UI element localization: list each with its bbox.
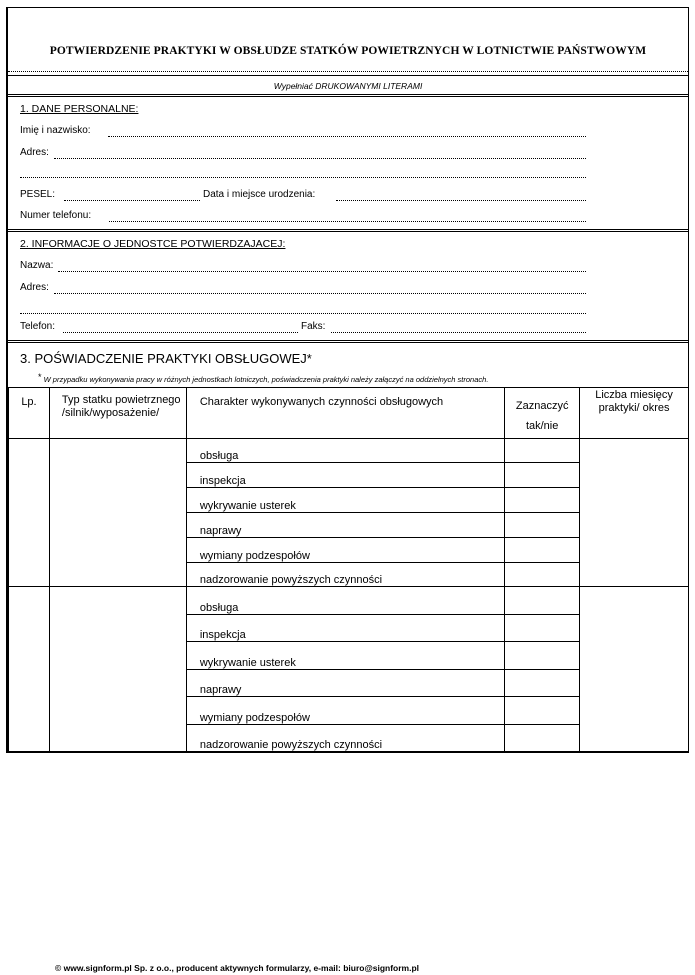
activity-cell: obsługa [186, 587, 504, 615]
activity-cell: wymiany podzespołów [186, 538, 504, 563]
aircraft-type-cell[interactable] [49, 587, 186, 752]
activity-group [9, 587, 689, 752]
activity-cell: nadzorowanie powyższych czynności [186, 563, 504, 587]
col-mark [505, 388, 580, 439]
col-character: Charakter wykonywanych czynności obsługowych [186, 388, 504, 439]
yes-no-cell[interactable] [505, 513, 580, 538]
unit-name-field[interactable] [58, 271, 586, 272]
divider [8, 229, 688, 232]
fill-hint: Wypełniać DRUKOWANYMI LITERAMI [273, 81, 423, 91]
name-label: Imię i nazwisko: [20, 125, 91, 136]
yes-no-cell[interactable] [505, 538, 580, 563]
unit-name-label: Nazwa: [20, 260, 54, 271]
yes-no-cell[interactable] [505, 670, 580, 697]
unit-phone-label: Telefon: [20, 321, 56, 332]
yes-no-cell[interactable] [505, 488, 580, 513]
yes-no-cell[interactable] [505, 563, 580, 587]
form-frame [6, 7, 689, 753]
col-months [580, 388, 689, 439]
activity-cell: naprawy [186, 670, 504, 697]
activity-cell: obsługa [186, 439, 504, 463]
unit-address-field-2[interactable] [20, 313, 586, 314]
form-title: POTWIERDZENIE PRAKTYKI W OBSŁUDZE STATKÓW POWIETRZNYCH W LOTNICTWIE PAŃSTWOWYM [49, 45, 647, 57]
table-header-row [9, 388, 689, 439]
col-months-label: Liczba miesięcy praktyki/ okres [595, 389, 673, 414]
aircraft-type-cell[interactable] [49, 439, 186, 587]
table-row [9, 587, 689, 615]
col-lp: Lp. [9, 388, 50, 439]
yes-no-cell[interactable] [505, 725, 580, 752]
activity-cell: naprawy [186, 513, 504, 538]
table-row [9, 439, 689, 463]
activity-cell: wykrywanie usterek [186, 642, 504, 670]
phone-label: Numer telefonu: [20, 210, 92, 221]
unit-address-field[interactable] [54, 293, 586, 294]
note-mark: * [38, 372, 42, 382]
unit-phone-field[interactable] [63, 332, 298, 333]
section1-heading: 1. DANE PERSONALNE: [20, 103, 139, 115]
months-cell[interactable] [580, 587, 689, 752]
footer: © www.signform.pl Sp. z o.o., producent aktywnych formularzy, e-mail: biuro@signform.pl [55, 963, 420, 973]
divider [8, 71, 688, 72]
yes-no-cell[interactable] [505, 697, 580, 725]
birth-label: Data i miejsce urodzenia: [203, 189, 316, 200]
practice-table [8, 387, 689, 752]
col-type-label: Typ statku powietrznego /silnik/wyposażenie/ [61, 394, 181, 419]
activity-cell: wykrywanie usterek [186, 488, 504, 513]
activity-cell: wymiany podzespołów [186, 697, 504, 725]
section3-note [38, 372, 488, 384]
unit-address-label: Adres: [20, 282, 49, 293]
activity-cell: nadzorowanie powyższych czynności [186, 725, 504, 752]
col-type [49, 388, 186, 439]
activity-cell: inspekcja [186, 463, 504, 488]
yes-no-cell[interactable] [505, 439, 580, 463]
fax-label: Faks: [301, 321, 326, 332]
activity-cell: inspekcja [186, 615, 504, 642]
divider [8, 94, 688, 97]
months-cell[interactable] [580, 439, 689, 587]
address-label: Adres: [20, 147, 49, 158]
yes-no-cell[interactable] [505, 463, 580, 488]
yes-no-cell[interactable] [505, 587, 580, 615]
lp-cell[interactable] [9, 587, 50, 752]
fax-field[interactable] [331, 332, 586, 333]
yes-no-cell[interactable] [505, 615, 580, 642]
birth-field[interactable] [336, 200, 586, 201]
note-text: W przypadku wykonywania pracy w różnych jednostkach lotniczych, poświadczenia praktyki należy załączyć na oddzielnych stronach. [43, 375, 489, 384]
address-field-2[interactable] [20, 177, 586, 178]
address-field[interactable] [54, 158, 586, 159]
lp-cell[interactable] [9, 439, 50, 587]
section2-heading: 2. INFORMACJE O JEDNOSTCE POTWIERDZAJACEJ: [20, 238, 286, 250]
pesel-label: PESEL: [20, 189, 56, 200]
name-field[interactable] [108, 136, 586, 137]
yes-no-cell[interactable] [505, 642, 580, 670]
divider [8, 340, 688, 343]
section3-heading: 3. POŚWIADCZENIE PRAKTYKI OBSŁUGOWEJ* [20, 351, 312, 366]
col-mark-label: Zaznaczyć tak/nie [515, 400, 569, 432]
divider [8, 75, 688, 76]
activity-group [9, 439, 689, 587]
phone-field[interactable] [109, 221, 586, 222]
pesel-field[interactable] [64, 200, 200, 201]
